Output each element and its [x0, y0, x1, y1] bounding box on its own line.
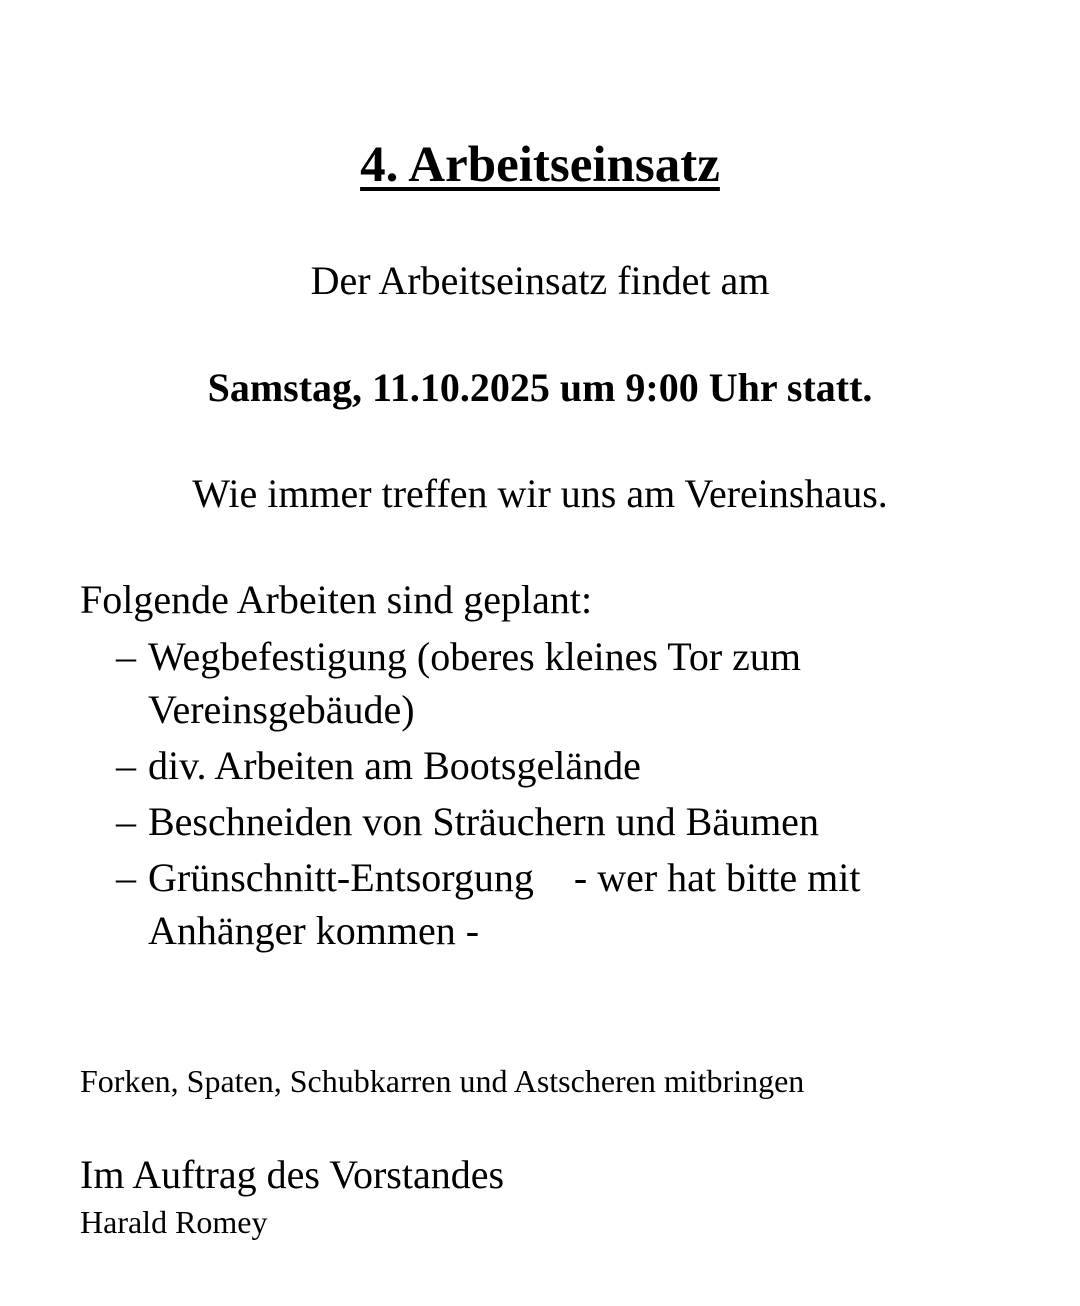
task-text-line2: Anhänger kommen -	[148, 908, 480, 953]
notice-title	[0, 132, 1080, 198]
dash-bullet-icon: –	[116, 634, 136, 679]
meeting-line: Wie immer treffen wir uns am Vereinshaus.	[192, 471, 888, 516]
task-text-line1: Grünschnitt-Entsorgung - wer hat bitte mit	[148, 855, 861, 900]
dash-bullet-icon: –	[116, 743, 136, 788]
task-item	[80, 795, 980, 848]
task-list	[80, 630, 980, 960]
dash-bullet-icon: –	[116, 855, 136, 900]
tools-note: Forken, Spaten, Schubkarren und Astscheren mitbringen	[80, 1063, 805, 1099]
tasks-heading: Folgende Arbeiten sind geplant:	[80, 577, 593, 622]
notice-title-text: 4. Arbeitseinsatz	[360, 137, 720, 193]
task-text-line1: Beschneiden von Sträuchern und Bäumen	[148, 799, 819, 844]
task-text-line1: div. Arbeiten am Bootsgelände	[148, 743, 641, 788]
intro-text: Der Arbeitseinsatz findet am	[310, 258, 770, 303]
date-line: Samstag, 11.10.2025 um 9:00 Uhr statt.	[207, 365, 873, 410]
dash-bullet-icon: –	[116, 799, 136, 844]
task-text-line1: Wegbefestigung (oberes kleines Tor zum	[148, 634, 802, 679]
signer-name: Harald Romey	[80, 1204, 268, 1240]
task-text-line2: Vereinsgebäude)	[148, 687, 415, 732]
task-item	[80, 851, 980, 957]
task-item	[80, 630, 980, 736]
signoff-line: Im Auftrag des Vorstandes	[80, 1152, 505, 1197]
task-item	[80, 739, 980, 792]
